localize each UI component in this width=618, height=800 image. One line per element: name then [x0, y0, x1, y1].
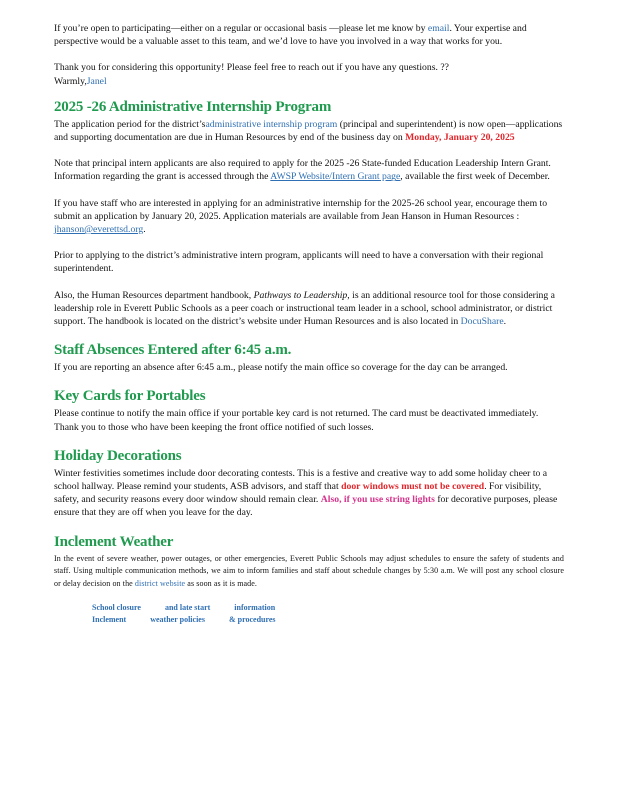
text: If you’re open to participating—either on a regular or occasional basis —please let me know by [54, 23, 428, 34]
text: Thank you for considering this opportunity! Please feel free to reach out if you have any questions. ?? [54, 62, 449, 74]
awsp-website-link[interactable]: AWSP Website/Intern Grant page [270, 171, 401, 183]
internship-paragraph-4: Prior to applying to the district’s administrative intern program, applicants will need to have a conversation with their regional superintendent. [54, 250, 544, 275]
inclement-link[interactable]: Inclement [92, 614, 127, 624]
internship-paragraph-3 [54, 197, 564, 237]
text: . Your expertise and perspective would be a valuable asset to this team, and we’d love to have you involved in a way that works for you. [54, 23, 527, 48]
late-start-link[interactable]: and late start [164, 603, 211, 613]
internship-heading: 2025 -26 Administrative Internship Program [54, 98, 332, 115]
text: , is an additional resource tool for those considering a leadership role in Everett Public Schools as a peer coach or instructional team leader in a school, school administrator, or district support. The handbook is located on the district’s website under Human Resources and is also located in [54, 289, 555, 328]
internship-paragraph-2 [54, 157, 564, 183]
text: Also, the Human Resources department handbook, [54, 289, 254, 301]
text: (principal and superintendent) is now open—applications and supporting documentation are due in Human Resources by end of the business day on [54, 118, 563, 144]
text: . [503, 316, 507, 328]
docushare-link[interactable]: DocuShare [460, 316, 504, 328]
door-windows-warning: door windows must not be covered [341, 481, 485, 493]
text: Warmly, [54, 75, 87, 87]
keycards-paragraph: Please continue to notify the main office if your portable key card is not returned. The card must be deactivated immediately. Thank you to those who have been keeping the front office notified of such losses. [54, 408, 539, 433]
text: In the event of severe weather, power outages, or other emergencies, Everett Public Schools may adjust schedules to ensure the safety of students and staff. Using multiple communication methods, we aim to inform families and staff about schedule changes by 5:30 a.m. We will post any school closure or delay decision on the [54, 553, 564, 588]
internship-program-link[interactable]: administrative internship program [205, 118, 338, 130]
internship-paragraph-5 [54, 289, 564, 329]
text: Note that principal intern applicants are also required to apply for the 2025 -26 State-funded Education Leadership Intern Grant. Information regarding the grant is accessed through the [54, 158, 551, 183]
jhanson-email-link[interactable]: jhanson@everettsd.org [54, 224, 144, 236]
intro-paragraph-thanks [54, 61, 564, 87]
info-links-row-1 [92, 602, 564, 614]
text: as soon as it is made. [185, 578, 258, 588]
internship-paragraph-1 [54, 118, 564, 144]
weather-paragraph [54, 553, 564, 591]
text: The application period for the district’s [54, 118, 206, 130]
intro-paragraph-participation [54, 22, 564, 48]
text: Winter festivities sometimes include door decorating contests. This is a festive and creative way to add some holiday cheer to a school hallway. Please remind your students, ASB advisors, and staff that [54, 467, 548, 493]
weather-info-links [92, 602, 564, 625]
school-closure-link[interactable]: School closure [92, 603, 141, 613]
text: . For visibility, safety, and security reasons every door window should remain clear. [54, 481, 542, 506]
email-link[interactable]: email [427, 23, 450, 34]
keycards-heading: Key Cards for Portables [54, 388, 206, 405]
information-link[interactable]: information [234, 603, 276, 613]
text: , available the first week of December. [400, 171, 550, 183]
district-website-link[interactable]: district website [134, 578, 186, 588]
handbook-title: Pathways to Leadership [253, 289, 348, 301]
string-lights-warning: Also, if you use string lights [320, 494, 435, 506]
holiday-paragraph [54, 467, 564, 520]
absences-heading: Staff Absences Entered after 6:45 a.m. [54, 342, 292, 359]
weather-heading: Inclement Weather [54, 533, 174, 550]
text: If you have staff who are interested in applying for an administrative internship for the 2025-26 school year, encourage them to submit an application by January 20, 2025. Application materials are available from Jean Hanson in Human Resources : [54, 197, 548, 222]
janel-link[interactable]: Janel [86, 75, 107, 87]
procedures-link[interactable]: & procedures [228, 614, 276, 624]
info-links-row-2 [92, 614, 564, 626]
due-date: Monday, January 20, 2025 [405, 132, 515, 144]
weather-policies-link[interactable]: weather policies [150, 614, 205, 624]
absences-paragraph: If you are reporting an absence after 6:45 a.m., please notify the main office so coverage for the day can be arranged. [54, 362, 508, 374]
holiday-heading: Holiday Decorations [54, 447, 182, 464]
document-page [54, 22, 564, 625]
text: for decorative purposes, please ensure that they are off when you leave for the day. [54, 494, 558, 519]
text: . [143, 224, 146, 236]
